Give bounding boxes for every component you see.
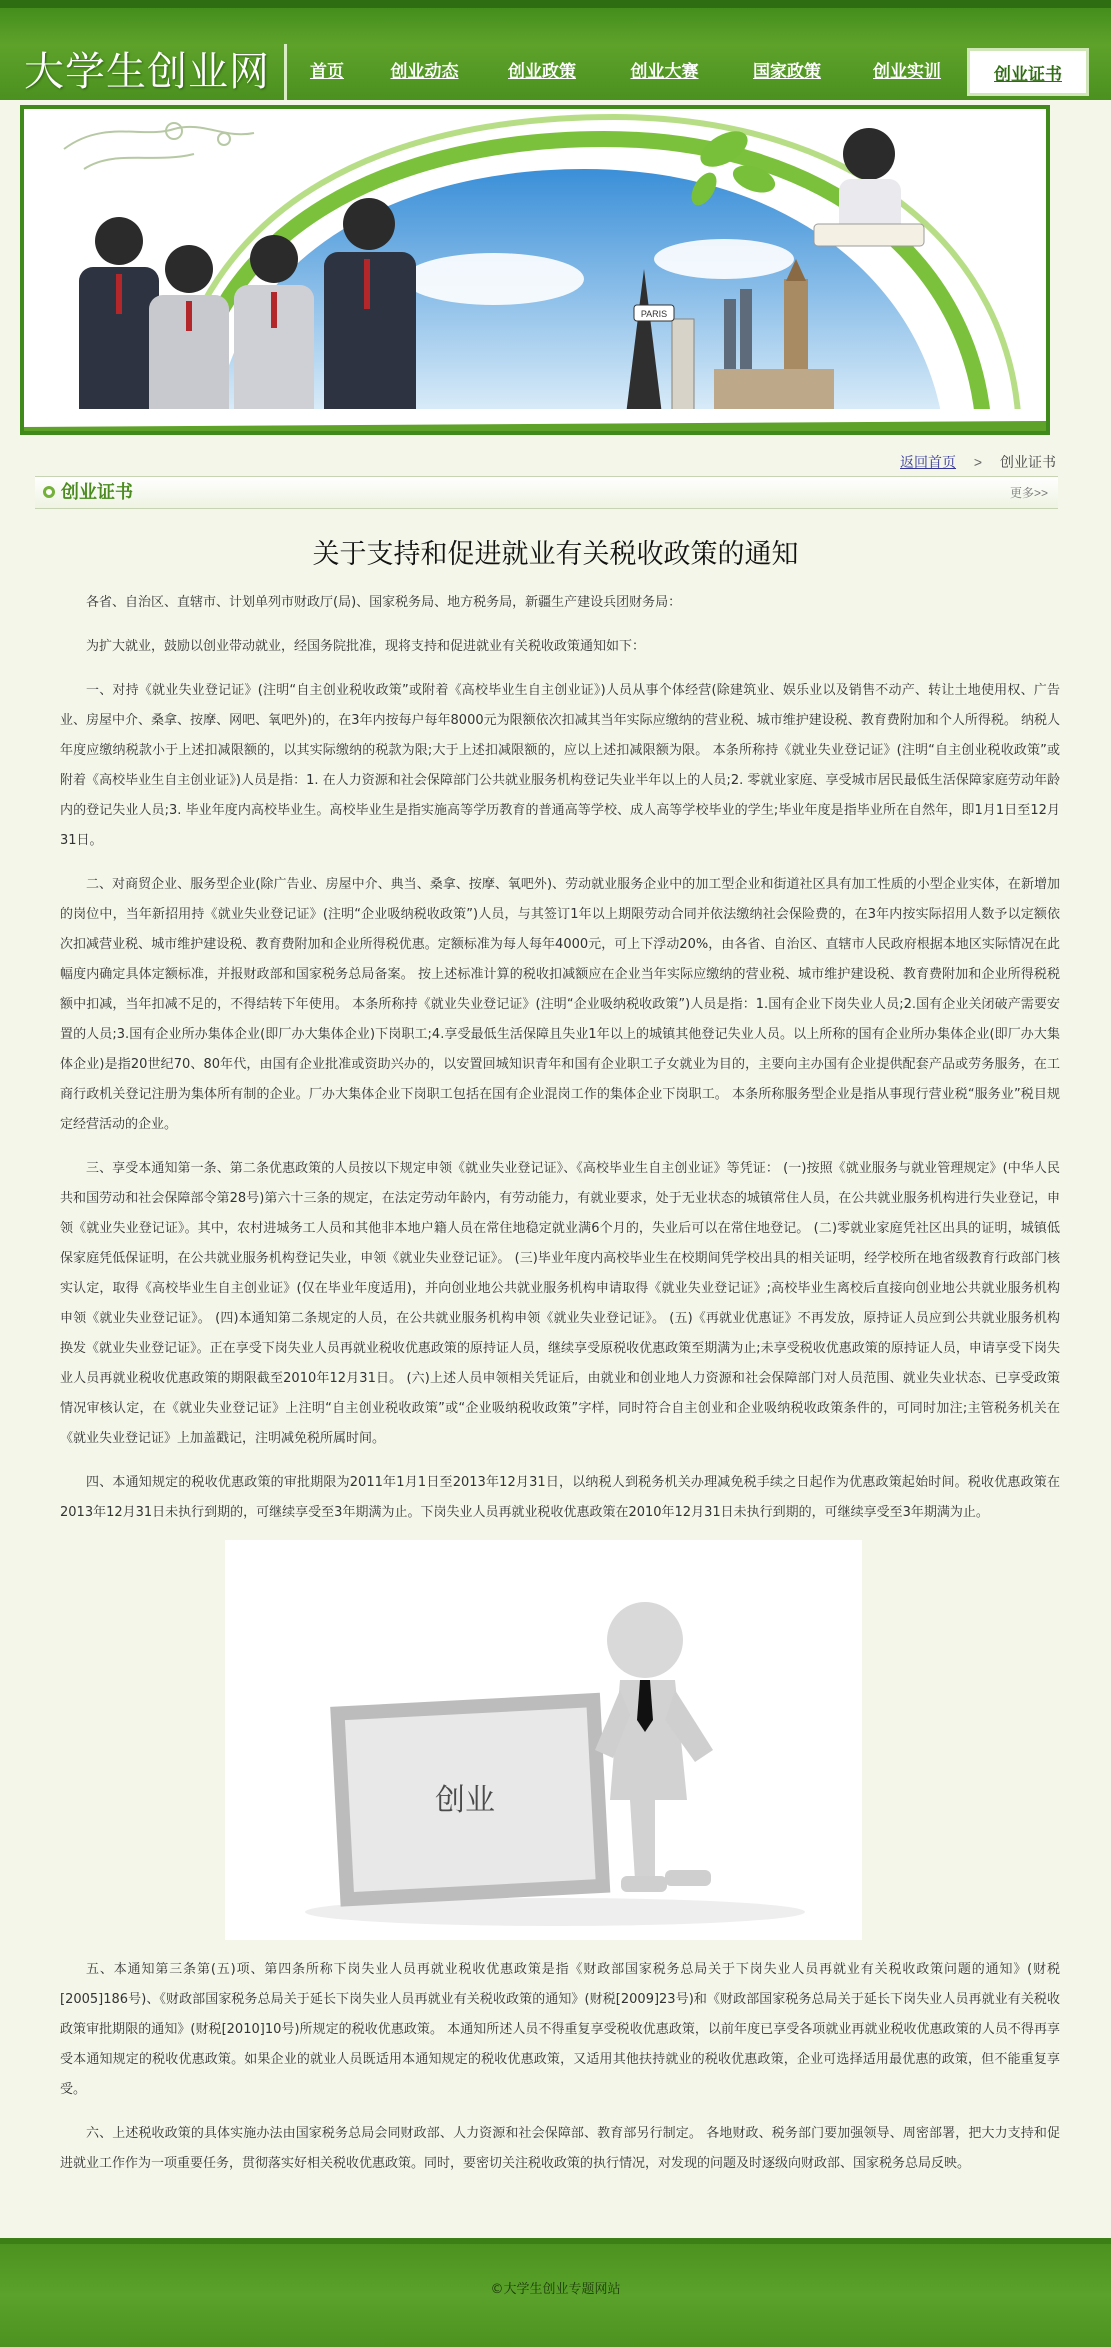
footer-copyright: ©大学生创业专题网站: [490, 2282, 621, 2297]
article-paragraph: 为扩大就业，鼓励以创业带动就业，经国务院批准，现将支持和促进就业有关税收政策通知如下：: [86, 639, 646, 654]
startup-figure-illustration: [225, 1540, 862, 1940]
nav-item-home[interactable]: 首页: [310, 62, 344, 81]
banner-illustration: [24, 109, 1046, 431]
breadcrumb-current: 创业证书: [1000, 454, 1056, 470]
nav-item-startup-training[interactable]: 创业实训: [873, 62, 941, 81]
article-paragraph: 六、上述税收政策的具体实施办法由国家税务总局会同财政部、人力资源和社会保障部、教育部另行制定。 各地财政、税务部门要加强领导、周密部署，把大力支持和促进就业工作作为一项重要任务，贯彻落实好相关税收优惠政策。同时，要密切关注税收政策的执行情况，对发现的问题及时逐级向财政部、国家税务总局反映。: [60, 2126, 1060, 2171]
hero-banner: [20, 105, 1050, 435]
board-label: 创业: [435, 1783, 495, 1818]
breadcrumb: [900, 450, 1056, 474]
more-link[interactable]: 更多>>: [1009, 486, 1048, 500]
nav-item-startup-contest[interactable]: 创业大赛: [630, 62, 699, 81]
site-footer: [0, 2238, 1111, 2347]
section-title: 创业证书: [61, 482, 133, 503]
paris-sign: PARIS: [640, 309, 668, 319]
site-header: [0, 0, 1111, 100]
article-body-bottom: [60, 1955, 1060, 2179]
article-paragraph: 各省、自治区、直辖市、计划单列市财政厅(局)、国家税务局、地方税务局，新疆生产建设兵团财务局：: [86, 595, 682, 610]
nav-item-national-policy[interactable]: 国家政策: [753, 62, 821, 81]
article-paragraph: 三、享受本通知第一条、第二条优惠政策的人员按以下规定申领《就业失业登记证》、《高校毕业生自主创业证》等凭证： (一)按照《就业服务与就业管理规定》(中华人民共和国劳动和社会保障部令第28号)第六十三条的规定，在法定劳动年龄内，有劳动能力，有就业要求，处于无业状态的城镇常住人员，在公共就业服务机构进行失业登记，申领《就业失业登记证》。其中，农村进城务工人员和其他非本地户籍人员在常住地稳定就业满6个月的，失业后可以在常住地登记。 (二)零就业家庭凭社区出具的证明，城镇低保家庭凭低保证明，在公共就业服务机构登记失业，申领《就业失业登记证》。 (三)毕业年度内高校毕业生在校期间凭学校出具的相关证明，经学校所在地省级教育行政部门核实认定，取得《高校毕业生自主创业证》(仅在毕业年度适用)，并向创业地公共就业服务机构申请取得《就业失业登记证》;高校毕业生离校后直接向创业地公共就业服务机构申领《就业失业登记证》。 (四)本通知第二条规定的人员，在公共就业服务机构申领《就业失业登记证》。 (五)《再就业优惠证》不再发放，原持证人员应到公共就业服务机构换发《就业失业登记证》。正在享受下岗失业人员再就业税收优惠政策的原持证人员，继续享受原税收优惠政策至期满为止;未享受税收优惠政策的原持证人员，申请享受下岗失业人员再就业税收优惠政策的期限截至2010年12月31日。 (六)上述人员申领相关凭证后，由就业和创业地人力资源和社会保障部门对人员范围、就业失业状态、已享受政策情况审核认定，在《就业失业登记证》上注明“自主创业税收政策”或“企业吸纳税收政策”字样，同时符合自主创业和企业吸纳税收政策条件的，可同时加注;主管税务机关在《就业失业登记证》上加盖戳记，注明减免税所属时间。: [60, 1161, 1060, 1446]
nav-item-startup-news[interactable]: 创业动态: [390, 62, 459, 81]
article-paragraph: 一、对持《就业失业登记证》(注明“自主创业税收政策”或附着《高校毕业生自主创业证》)人员从事个体经营(除建筑业、娱乐业以及销售不动产、转让土地使用权、广告业、房屋中介、桑拿、按摩、网吧、氧吧外)的，在3年内按每户每年8000元为限额依次扣减其当年实际应缴纳的营业税、城市维护建设税、教育费附加和个人所得税。 纳税人年度应缴纳税款小于上述扣减限额的，以其实际缴纳的税款为限;大于上述扣减限额的，应以上述扣减限额为限。 本条所称持《就业失业登记证》(注明“自主创业税收政策”或附着《高校毕业生自主创业证》)人员是指：1. 在人力资源和社会保障部门公共就业服务机构登记失业半年以上的人员;2. 零就业家庭、享受城市居民最低生活保障家庭劳动年龄内的登记失业人员;3. 毕业年度内高校毕业生。高校毕业生是指实施高等学历教育的普通高等学校、成人高等学校毕业的学生;毕业年度是指毕业所在自然年，即1月1日至12月31日。: [60, 683, 1060, 848]
article-title: 关于支持和促进就业有关税收政策的通知: [312, 539, 799, 570]
nav-item-startup-certificate[interactable]: 创业证书: [967, 48, 1089, 96]
article-paragraph: 五、本通知第三条第(五)项、第四条所称下岗失业人员再就业税收优惠政策是指《财政部国家税务总局关于下岗失业人员再就业有关税收政策问题的通知》(财税[2005]186号)、《财政部国家税务总局关于延长下岗失业人员再就业有关税收政策的通知》(财税[2009]23号)和《财政部国家税务总局关于延长下岗失业人员再就业有关税收政策审批期限的通知》(财税[2010]10号)所规定的税收优惠政策。 本通知所述人员不得重复享受税收优惠政策，以前年度已享受各项就业再就业税收优惠政策的人员不得再享受本通知规定的税收优惠政策。如果企业的就业人员既适用本通知规定的税收优惠政策，又适用其他扶持就业的税收优惠政策，企业可选择适用最优惠的政策，但不能重复享受。: [60, 1962, 1060, 2097]
site-logo[interactable]: 大学生创业网: [24, 49, 270, 95]
article-body-top: [60, 588, 1060, 1528]
breadcrumb-separator: >: [973, 454, 983, 470]
section-bullet-icon: [43, 486, 55, 498]
nav-item-startup-policy[interactable]: 创业政策: [508, 62, 576, 81]
section-header: [35, 477, 1058, 509]
main-nav: [287, 44, 1111, 100]
article-paragraph: 四、本通知规定的税收优惠政策的审批期限为2011年1月1日至2013年12月31日，以纳税人到税务机关办理减免税手续之日起作为优惠政策起始时间。税收优惠政策在2013年12月31日未执行到期的，可继续享受至3年期满为止。下岗失业人员再就业税收优惠政策在2010年12月31日未执行到期的，可继续享受至3年期满为止。: [60, 1475, 1060, 1520]
header-top-stripe: [0, 0, 1111, 8]
breadcrumb-home-link[interactable]: 返回首页: [900, 454, 957, 470]
article-paragraph: 二、对商贸企业、服务型企业(除广告业、房屋中介、典当、桑拿、按摩、氧吧外)、劳动就业服务企业中的加工型企业和街道社区具有加工性质的小型企业实体，在新增加的岗位中，当年新招用持《就业失业登记证》(注明“企业吸纳税收政策”)人员，与其签订1年以上期限劳动合同并依法缴纳社会保险费的，在3年内按实际招用人数予以定额依次扣减营业税、城市维护建设税、教育费附加和企业所得税优惠。定额标准为每人每年4000元，可上下浮动20%，由各省、自治区、直辖市人民政府根据本地区实际情况在此幅度内确定具体定额标准，并报财政部和国家税务总局备案。 按上述标准计算的税收扣减额应在企业当年实际应缴纳的营业税、城市维护建设税、教育费附加和企业所得税税额中扣减，当年扣减不足的，不得结转下年使用。 本条所称持《就业失业登记证》(注明“企业吸纳税收政策”)人员是指：1.国有企业下岗失业人员;2.国有企业关闭破产需要安置的人员;3.国有企业所办集体企业(即厂办大集体企业)下岗职工;4.享受最低生活保障且失业1年以上的城镇其他登记失业人员。以上所称的国有企业所办集体企业(即厂办大集体企业)是指20世纪70、80年代，由国有企业批准或资助兴办的，以安置回城知识青年和国有企业职工子女就业为目的，主要向主办国有企业提供配套产品或劳务服务，在工商行政机关登记注册为集体所有制的企业。厂办大集体企业下岗职工包括在国有企业混岗工作的集体企业下岗职工。 本条所称服务型企业是指从事现行营业税“服务业”税目规定经营活动的企业。: [60, 877, 1060, 1132]
article-image: [225, 1540, 862, 1940]
